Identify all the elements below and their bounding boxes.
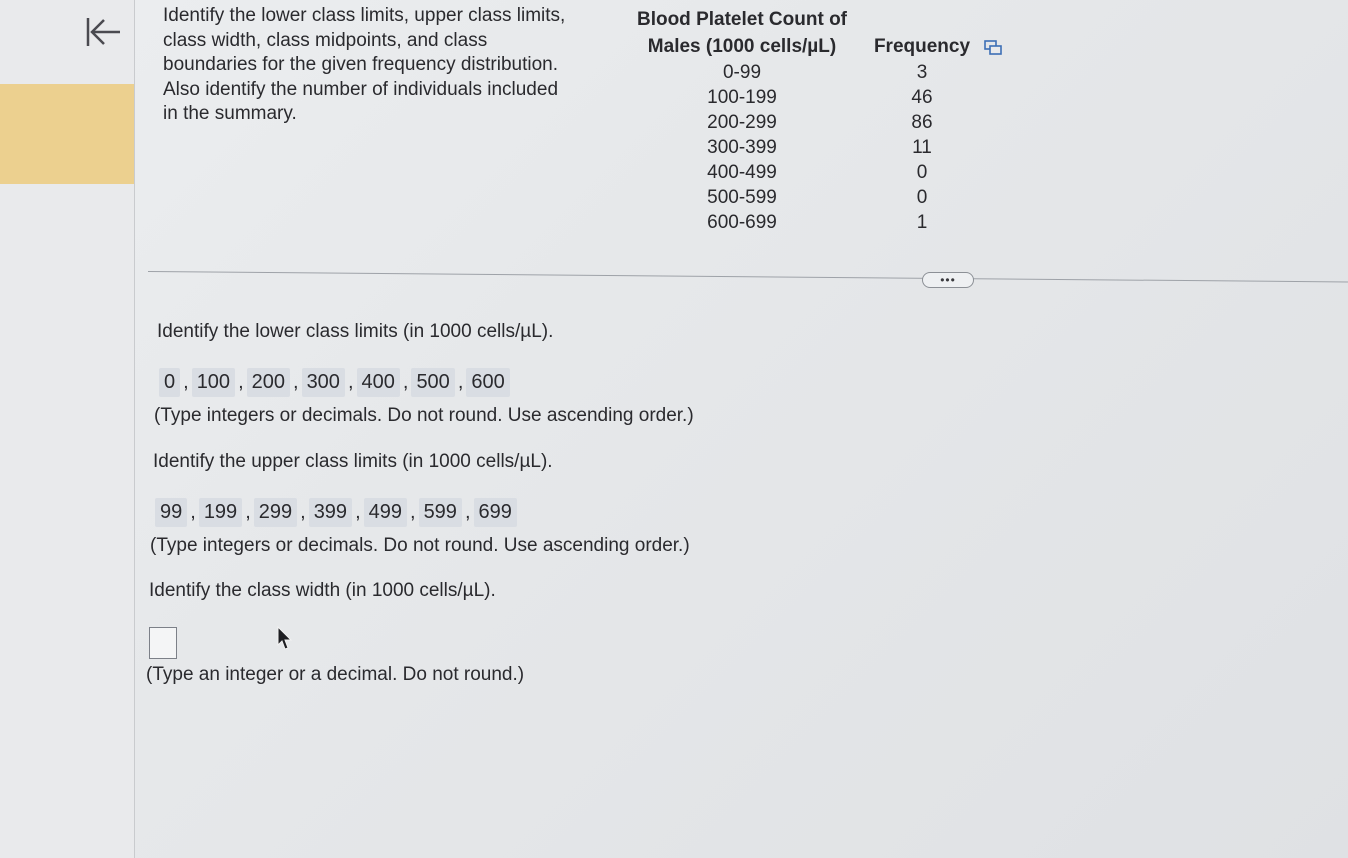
question-line: in the summary.: [163, 103, 297, 124]
question-line: Identify the lower class limits, upper class limits,: [163, 5, 566, 26]
answer-box[interactable]: 399: [309, 498, 352, 527]
answer-box[interactable]: 699: [474, 498, 517, 527]
mouse-cursor-icon: [277, 626, 293, 652]
back-button[interactable]: [80, 12, 124, 52]
answer-box[interactable]: 299: [254, 498, 297, 527]
frequency-table: [622, 6, 982, 235]
rail-highlight: [0, 84, 134, 184]
range-cell: 300-399: [707, 137, 777, 158]
lower-limits-answers: 0 , 100 , 200 , 300 , 400 , 500 , 600: [158, 368, 511, 397]
class-width-hint: (Type an integer or a decimal. Do not round.): [146, 664, 525, 685]
question-text: [163, 4, 613, 127]
table-row: [622, 85, 982, 110]
class-width-input[interactable]: [149, 627, 177, 659]
left-rail: [0, 0, 135, 858]
expand-more-button[interactable]: •••: [922, 272, 974, 288]
answer-box[interactable]: 99: [155, 498, 187, 527]
header-line-2: Males (1000 cells/µL): [647, 36, 837, 57]
answer-box[interactable]: 599: [419, 498, 462, 527]
freq-cell: 0: [916, 162, 928, 183]
upper-limits-prompt: Identify the upper class limits (in 1000 cells/µL).: [153, 451, 553, 472]
freq-cell: 1: [916, 212, 928, 233]
range-cell: 400-499: [707, 162, 777, 183]
table-row: [622, 110, 982, 135]
answer-box[interactable]: 499: [364, 498, 407, 527]
table-row: [622, 160, 982, 185]
upper-limits-answers: 99 , 199 , 299 , 399 , 499 , 599 , 699: [154, 498, 518, 527]
freq-cell: 46: [911, 87, 933, 108]
back-arrow-icon: [82, 14, 122, 50]
freq-cell: 11: [912, 137, 932, 158]
class-width-prompt: Identify the class width (in 1000 cells/µL).: [149, 580, 496, 601]
frequency-table-container: [622, 6, 982, 235]
freq-cell: 86: [911, 112, 933, 133]
table-row: [622, 185, 982, 210]
answer-box[interactable]: 300: [302, 368, 345, 397]
answer-box[interactable]: 200: [247, 368, 290, 397]
table-row: [622, 135, 982, 160]
section-divider: [148, 271, 1348, 282]
table-header-frequency: Frequency: [873, 36, 971, 57]
answer-box[interactable]: 400: [357, 368, 400, 397]
lower-limits-prompt: Identify the lower class limits (in 1000 cells/µL).: [157, 321, 554, 342]
copy-icon[interactable]: [984, 40, 1002, 56]
freq-cell: 3: [916, 62, 928, 83]
table-header-platelet: [622, 6, 862, 60]
freq-cell: 0: [916, 187, 928, 208]
question-line: class width, class midpoints, and class: [163, 29, 488, 51]
range-cell: 100-199: [707, 87, 777, 108]
answer-box[interactable]: 600: [466, 368, 509, 397]
question-line: Also identify the number of individuals included: [163, 78, 559, 100]
header-line-1: Blood Platelet Count of: [636, 9, 848, 30]
upper-limits-hint: (Type integers or decimals. Do not round. Use ascending order.): [150, 535, 690, 556]
range-cell: 600-699: [707, 212, 777, 233]
answer-box[interactable]: 0: [159, 368, 180, 397]
range-cell: 200-299: [707, 112, 777, 133]
answer-box[interactable]: 500: [411, 368, 454, 397]
table-row: [622, 210, 982, 235]
table-row: [622, 60, 982, 85]
answer-box[interactable]: 199: [199, 498, 242, 527]
range-cell: 0-99: [722, 62, 762, 83]
question-line: boundaries for the given frequency distribution.: [163, 54, 559, 75]
range-cell: 500-599: [707, 187, 777, 208]
answer-box[interactable]: 100: [192, 368, 235, 397]
lower-limits-hint: (Type integers or decimals. Do not round. Use ascending order.): [154, 405, 694, 426]
